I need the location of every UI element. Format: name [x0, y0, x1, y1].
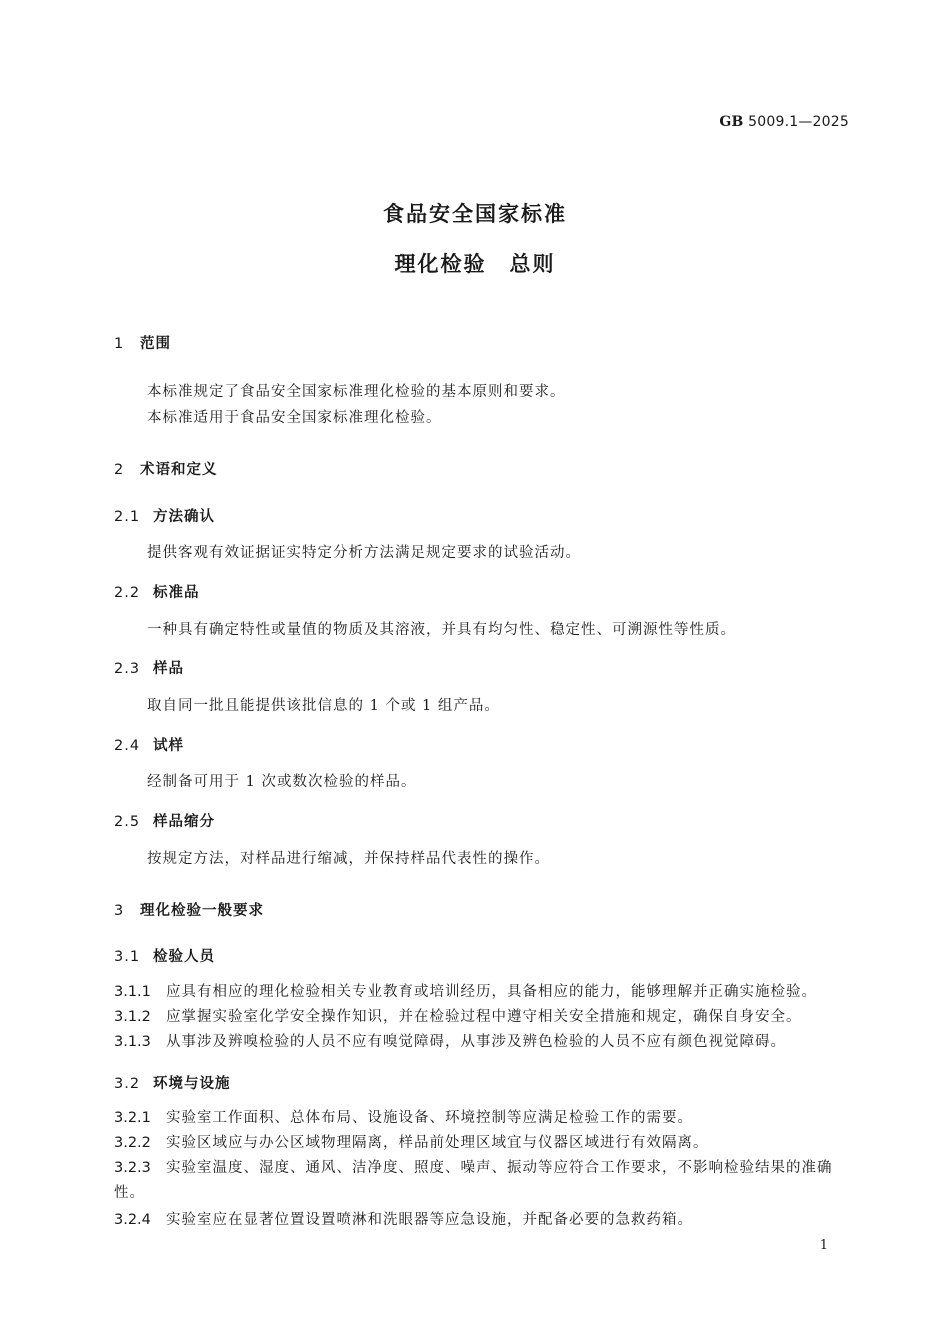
- term-number: 2.2: [114, 585, 141, 601]
- term-2-1-heading: [114, 505, 215, 526]
- document-title: 食品安全国家标准: [383, 202, 567, 226]
- term-number: 2.5: [114, 814, 141, 830]
- clause-text: 实验室工作面积、总体布局、设施设备、环境控制等应满足检验工作的需要。: [166, 1110, 693, 1126]
- term-2-2-definition: 一种具有确定特性或量值的物质及其溶液，并具有均匀性、稳定性、可溯源性等性质。: [147, 622, 736, 638]
- standard-code-number: 5009.1—2025: [748, 114, 849, 130]
- clause-3-1-1: [114, 980, 851, 1005]
- clause-text: 实验室应在显著位置设置喷淋和洗眼器等应急设施，并配备必要的急救药箱。: [166, 1212, 693, 1228]
- term-number: 2.4: [114, 738, 141, 754]
- subsection-number: 3.1: [114, 949, 141, 965]
- section-title: 理化检验一般要求: [140, 903, 264, 919]
- term-number: 2.3: [114, 661, 141, 677]
- clause-text: 实验区域应与办公区域物理隔离，样品前处理区域宜与仪器区域进行有效隔离。: [166, 1135, 709, 1151]
- standard-code: [719, 114, 849, 130]
- clause-number: 3.2.2: [114, 1135, 151, 1151]
- clause-3-2-1: [114, 1106, 851, 1131]
- term-2-1-definition: 提供客观有效证据证实特定分析方法满足规定要求的试验活动。: [147, 545, 581, 561]
- term-title: 样品: [153, 661, 184, 677]
- section-title: 术语和定义: [140, 462, 218, 478]
- term-title: 标准品: [153, 585, 200, 601]
- section-number: 3: [114, 903, 125, 919]
- term-title: 方法确认: [153, 509, 215, 525]
- section-number: 2: [114, 462, 125, 478]
- section-1-para-2: 本标准适用于食品安全国家标准理化检验。: [147, 410, 442, 426]
- term-title: 样品缩分: [153, 814, 215, 830]
- standard-code-prefix: GB: [719, 114, 744, 130]
- section-1-heading: [114, 332, 171, 353]
- section-2-heading: [114, 458, 218, 479]
- clause-number: 3.2.1: [114, 1110, 151, 1126]
- term-2-5-heading: [114, 810, 215, 831]
- clause-3-1-3: [114, 1030, 851, 1055]
- term-2-3-definition: 取自同一批且能提供该批信息的 1 个或 1 组产品。: [147, 698, 500, 714]
- document-subtitle: 理化检验 总则: [394, 252, 556, 276]
- clause-number: 3.2.3: [114, 1160, 151, 1176]
- section-number: 1: [114, 336, 125, 352]
- subsection-number: 3.2: [114, 1076, 141, 1092]
- term-2-2-heading: [114, 581, 200, 602]
- clause-text: 应具有相应的理化检验相关专业教育或培训经历，具备相应的能力，能够理解并正确实施检验。: [166, 984, 817, 1000]
- term-title: 试样: [153, 738, 184, 754]
- subsection-title: 检验人员: [153, 949, 215, 965]
- term-2-5-definition: 按规定方法，对样品进行缩减，并保持样品代表性的操作。: [147, 851, 550, 867]
- subsection-3-1-heading: [114, 945, 215, 966]
- clause-3-2-2: [114, 1131, 851, 1156]
- subsection-3-2-heading: [114, 1072, 231, 1093]
- clause-number: 3.1.1: [114, 984, 151, 1000]
- clause-number: 3.1.3: [114, 1034, 151, 1050]
- clause-3-1-2: [114, 1005, 851, 1030]
- section-1-para-1: 本标准规定了食品安全国家标准理化检验的基本原则和要求。: [147, 384, 566, 400]
- subsection-title: 环境与设施: [153, 1076, 231, 1092]
- term-2-3-heading: [114, 657, 184, 678]
- clause-text: 实验室温度、湿度、通风、洁净度、照度、噪声、振动等应符合工作要求，不影响检验结果的准确性。: [114, 1160, 833, 1201]
- term-2-4-heading: [114, 734, 184, 755]
- clause-text: 应掌握实验室化学安全操作知识，并在检验过程中遵守相关安全措施和规定，确保自身安全。: [166, 1009, 802, 1025]
- clause-3-2-4: [114, 1208, 851, 1233]
- clause-text: 从事涉及辨嗅检验的人员不应有嗅觉障碍，从事涉及辨色检验的人员不应有颜色视觉障碍。: [166, 1034, 786, 1050]
- clause-number: 3.1.2: [114, 1009, 151, 1025]
- page-number: 1: [819, 1238, 828, 1253]
- term-number: 2.1: [114, 509, 141, 525]
- section-title: 范围: [140, 336, 171, 352]
- term-2-4-definition: 经制备可用于 1 次或数次检验的样品。: [147, 774, 417, 790]
- clause-3-2-3: [114, 1156, 851, 1206]
- clause-number: 3.2.4: [114, 1212, 151, 1228]
- section-3-heading: [114, 899, 264, 920]
